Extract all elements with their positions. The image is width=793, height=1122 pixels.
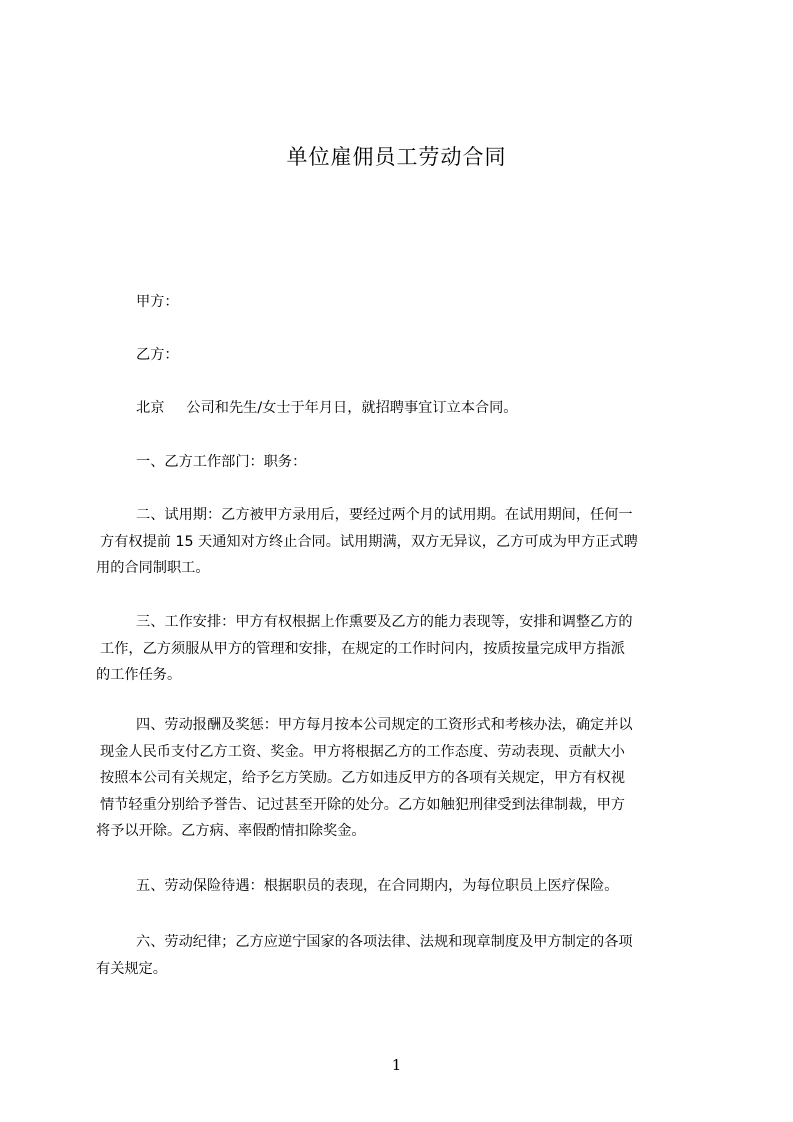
- clause-6-line: 六、劳动纪律；乙方应逆宁国家的各项法律、法规和现章制度及甲方制定的各项: [136, 934, 633, 950]
- clause-4-line: 情节轻重分别给予誉告、记过甚至开除的处分。乙方如触犯刑律受到法律制裁，甲方: [100, 796, 625, 813]
- clause-2: [96, 502, 700, 582]
- clause-4: [96, 712, 700, 845]
- clause-3: [96, 609, 700, 689]
- clause-5: 五、劳动保险待遇：根据职员的表现，在合同期内，为每位职员上医疗保险。: [136, 878, 619, 894]
- party-b-label: 乙方：: [136, 347, 179, 363]
- clause-3-line: 三、工作安排：甲方有权根据上作熏要及乙方的能力表现等，安排和调整乙方的: [136, 614, 633, 630]
- clause-6: [96, 929, 700, 982]
- clause-6-line: 有关规定。: [96, 960, 167, 977]
- clause-2-line: 方有权提前 15 天通知对方终止合同。试用期满，双方无异议，乙方可成为甲方正式聘: [100, 533, 638, 550]
- intro-city: 北京: [136, 400, 165, 416]
- clause-2-line: 二、试用期：乙方被甲方录用后，要经过两个月的试用期。在试用期间，任何一: [136, 507, 633, 523]
- page-number: 1: [391, 1056, 402, 1074]
- clause-2-line: 用的合同制职工。: [96, 560, 210, 576]
- intro-line: [136, 398, 518, 418]
- clause-3-line: 的工作任务。: [96, 667, 182, 683]
- clause-1: 一、乙方工作部门：职务：: [136, 454, 307, 470]
- document-title: 单位雇佣员工劳动合同: [286, 145, 507, 169]
- intro-text: 公司和先生/女士于年月日，就招聘事宜订立本合同。: [186, 400, 518, 416]
- clause-4-line: 按照本公司有关规定，给予乞方笑励。乙方如违反甲方的各项有关规定，甲方有权视: [100, 770, 625, 786]
- party-a-label: 甲方：: [136, 294, 179, 310]
- clause-3-line: 工作，乙方须服从甲方的管理和安排，在规定的工作时问内，按质按量完成甲方指派: [100, 640, 625, 657]
- clause-4-line: 现金人民币支付乙方工资、奖金。甲方将根据乙方的工作态度、劳动表现、贡献大小: [100, 743, 625, 760]
- clause-4-line: 四、劳动报酬及奖惩：甲方每月按本公司规定的工资形式和考核办法，确定并以: [136, 717, 633, 733]
- clause-4-line: 将予以开除。乙方病、率假酌情扣除奖金。: [96, 823, 366, 839]
